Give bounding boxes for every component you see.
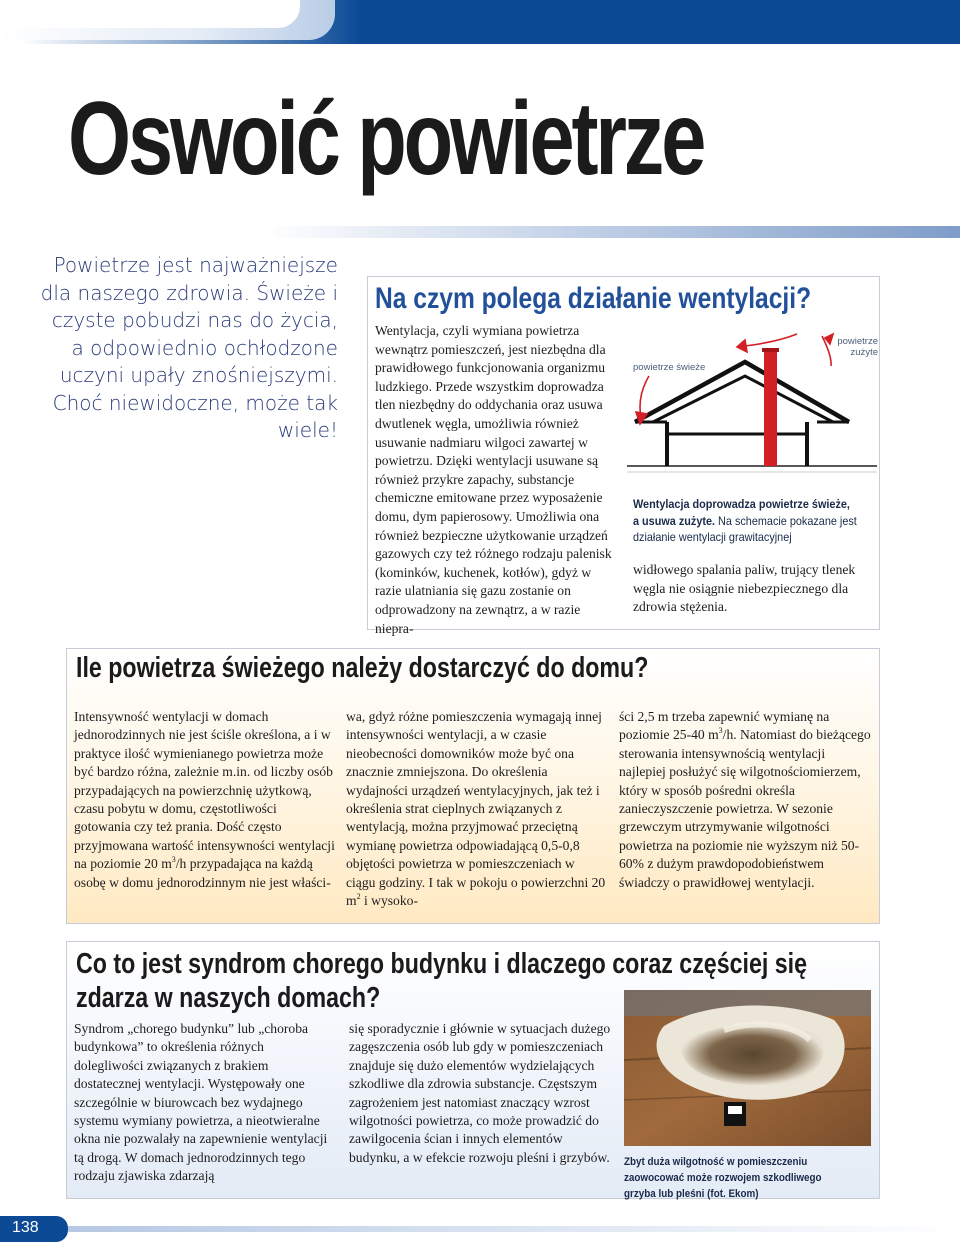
section1-text-left: Wentylacja, czyli wymiana powietrza wewnątrz pomieszczeń, jest niezbędna dla prawidłowego funkcjonowania organizmu ludzkiego. Przede wszystkim doprowadza tlen niezbędny do oddychania oraz usuwa dwutlenek węgla, umożliwia również usuwanie nadmiaru wilgoci zawartej w powietrzu. Dzięki wentylacji usuwane są również przykre zapachy, substancje chemiczne emitowane przez wyposażenie domu, dym papierosowy. Umożliwia ona również bezpieczne użytkowanie urządzeń gazowych czy też różnego rodzaju palenisk (kominków, kuchenek, kotłów), gdyż w razie ulatniania się gazu zostanie on odprowadzony na zewnątrz, a w razie niepra- — [375, 323, 612, 636]
superscript: 3 — [718, 726, 723, 736]
diagram-caption-bold: Wentylacja doprowadza powietrze świeże, a usuwa zużyte. — [633, 497, 850, 528]
page-number: 138 — [12, 1219, 39, 1236]
section3-column-1: Syndrom „chorego budynku” lub „choroba budynkowa” to określenia różnych dolegliwości związanych z brakiem dostatecznej wentylacji. Występowały one szczególnie w biurowcach bez wydajnego systemu wymiany powietrza, a nieotwieralne okna nie pozwalały na zapewnienie wentylacji tą drogą. W domach jednorodzinnych tego rodzaju zjawiska zdarzają — [74, 1021, 328, 1184]
section2-col1-text: Intensywność wentylacji w domach jednorodzinnych nie jest ściśle określona, a i w praktyce ilość wymienianego powietrza może być bardzo różna, zależnie m.in. od liczby osób przypadających na powierzchnię użytkową, czasu pobytu w domu, częstotliwości gotowania czy też prania. Dość często przyjmowana wartość intensywności wentylacji na poziomie 20 m — [74, 709, 335, 872]
section2-col2-end: i wysoko- — [360, 893, 418, 909]
chimney — [764, 350, 777, 466]
section2-title: Ile powietrza świeżego należy dostarczyć do domu? — [76, 652, 649, 684]
mold-photo — [624, 990, 871, 1146]
lead-paragraph: Powietrze jest najważniejsze dla naszego zdrowia. Świeże i czyste pobudzi nas do życia, a odpowiednio ochłodzone uczyni upały znośniejszymi. Choć niewidoczne, może tak wiele! — [40, 253, 338, 442]
superscript: 3 — [171, 855, 176, 865]
section1-title: Na czym polega działanie wentylacji? — [375, 282, 812, 315]
bottom-strip — [68, 1226, 960, 1232]
mold-photo-image — [624, 990, 871, 1146]
label-used-air: powietrze zużyte — [837, 336, 878, 358]
section1-text-right: widłowego spalania paliw, trujący tlenek węgla nie osiągnie niebezpiecznego dla zdrowia stężenia. — [633, 562, 856, 615]
section2-col3-end: /h. Natomiast do bieżącego sterowania intensywnością wentylacji najlepiej posłużyć się wilgotnościomierzem, który w sposób pośredni określa zanieczyszczenie powietrza. W sezonie grzewczym utrzymywanie wilgotności powietrza na poziomie nie wyższym niż 50-60% z dużym prawdopodobieństwem świadczy o prawidłowej wentylacji. — [619, 727, 871, 890]
section2-column-2 — [346, 708, 606, 910]
section2-column-3 — [619, 708, 874, 892]
diagram-caption-rest: Na schemacie pokazane jest działanie wentylacji grawitacyjnej — [633, 513, 857, 544]
section3-column-2: się sporadycznie i głównie w sytuacjach dużego zagęszczenia osób lub gdy w pomieszczeniach znajduje się dużo elementów wydzielających szkodliwe dla zdrowia substancje. Częstszym zagrożeniem jest natomiast znaczący wzrost wilgotności powietrza, co może prowadzić do zawilgocenia ścian i innych elementów budynku, a w efekcie rozwoju pleśni i grzybów. — [349, 1021, 611, 1165]
section2-column-1 — [74, 708, 336, 892]
label-fresh-air: powietrze świeże — [633, 362, 706, 373]
section3-title: Co to jest syndrom chorego budynku i dlaczego coraz częściej się zdarza w naszych domach? — [76, 948, 807, 1014]
photo-caption: Zbyt duża wilgotność w pomieszczeniu zaowocować może rozwojem szkodliwego grzyba lub pleśni (fot. Ekom) — [624, 1156, 822, 1200]
page-title: Oswoić powietrze — [68, 81, 704, 197]
diagram-caption — [633, 496, 858, 546]
section2-col1-end: /h przypadająca na każdą osobę w domu jednorodzinnym nie jest właści- — [74, 856, 331, 890]
section1-header-strip — [262, 226, 960, 238]
ventilation-diagram — [627, 326, 877, 476]
top-banner-corner — [0, 0, 300, 28]
section2-col3-text: ści 2,5 m trzeba zapewnić wymianę na poziomie 25-40 m — [619, 709, 830, 743]
section2-col2-text: wa, gdyż różne pomieszczenia wymagają innej intensywności wentylacji, a w czasie nieobecności domowników może być ona znacznie zmniejszona. Do określenia wydajności urządzeń wentylacyjnych, jak też i określenia strat cieplnych związanych z wentylacją, można przyjmować przeciętną wymianę powietrza odpowiadającą 0,5-0,8 objętości powietrza w pomieszczeniach w ciągu godziny. I tak w pokoju o powierzchni 20 m — [346, 709, 606, 909]
superscript: 2 — [356, 892, 361, 902]
